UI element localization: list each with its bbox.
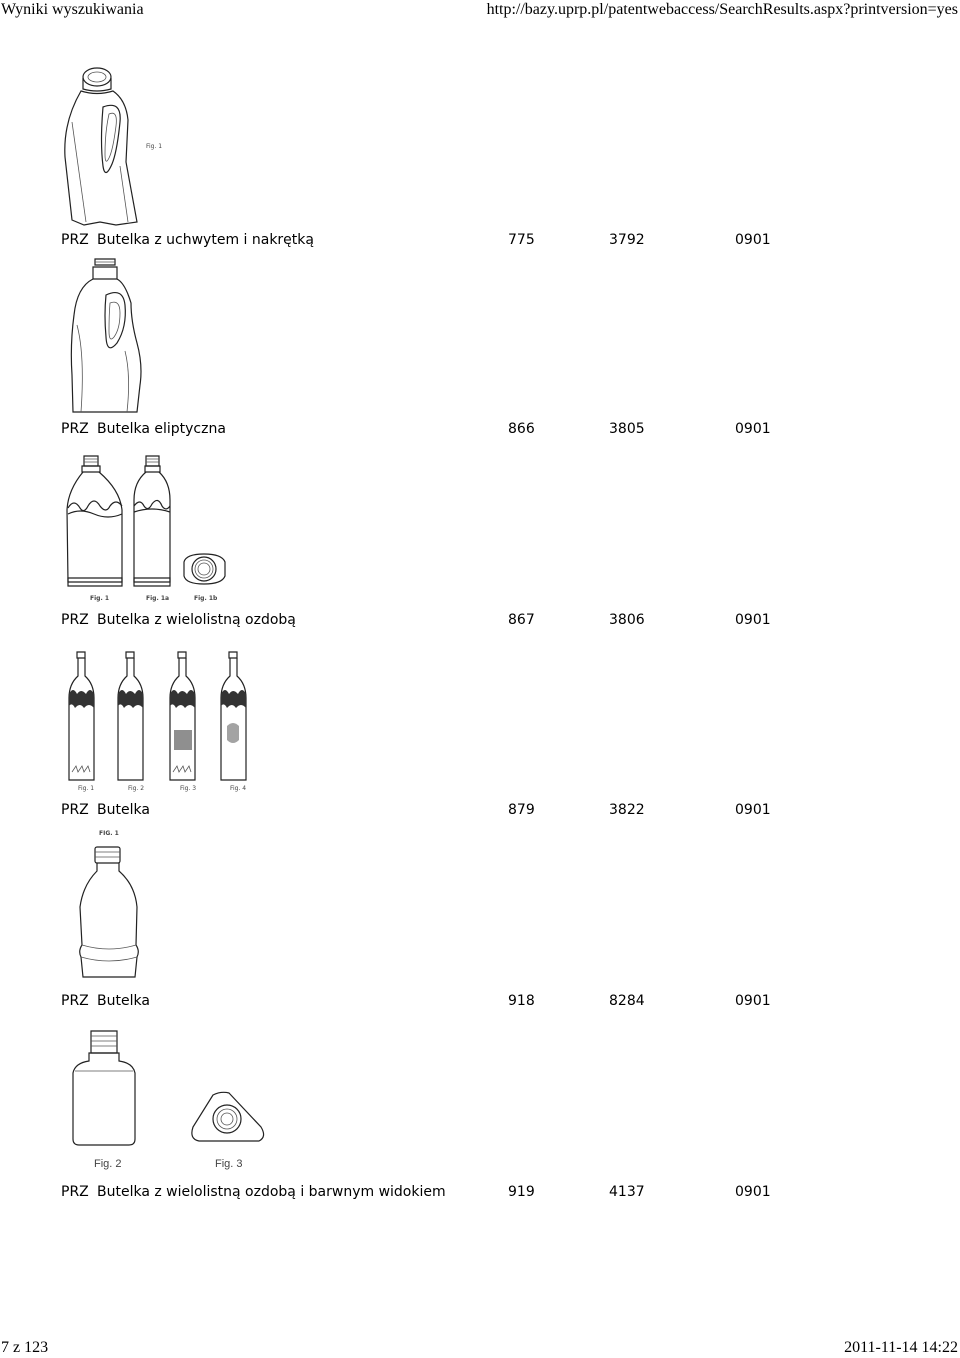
record-title: Butelka z wielolistną ozdobą i barwnym widokiem: [97, 1184, 446, 1200]
record-code: 3792: [609, 232, 645, 248]
record-title: Butelka: [97, 993, 150, 1009]
result-row[interactable]: [0, 419, 960, 439]
record-type: PRZ: [61, 1184, 89, 1200]
elliptical-bottle-drawing: [65, 255, 165, 415]
fig-label-fig3: Fig. 3: [215, 1158, 243, 1170]
result-row[interactable]: [0, 991, 960, 1011]
fig-label-fig1a: Fig. 1a: [146, 595, 170, 602]
record-type: PRZ: [61, 612, 89, 628]
record-number: 867: [508, 612, 535, 628]
fig-label-fig4: Fig. 4: [230, 785, 247, 792]
result-row[interactable]: [0, 610, 960, 630]
record-class: 0901: [735, 612, 771, 628]
record-class: 0901: [735, 1184, 771, 1200]
round-bottle-drawing: [75, 827, 155, 987]
record-type: PRZ: [61, 993, 89, 1009]
record-code: 3805: [609, 421, 645, 437]
record-class: 0901: [735, 993, 771, 1009]
record-class: 0901: [735, 802, 771, 818]
record-title: Butelka z uchwytem i nakrętką: [97, 232, 314, 248]
fig-label-fig1: Fig. 1: [146, 143, 163, 150]
fig-label-fig3: Fig. 3: [180, 785, 197, 792]
four-leaf-bottles-drawing: [62, 648, 257, 793]
record-code: 4137: [609, 1184, 645, 1200]
result-row[interactable]: [0, 800, 960, 820]
fig-label-fig1b: Fig. 1b: [194, 595, 218, 602]
record-class: 0901: [735, 421, 771, 437]
print-timestamp: 2011-11-14 14:22: [844, 1339, 958, 1356]
record-number: 775: [508, 232, 535, 248]
record-type: PRZ: [61, 802, 89, 818]
record-class: 0901: [735, 232, 771, 248]
record-number: 866: [508, 421, 535, 437]
record-number: 879: [508, 802, 535, 818]
bottle-with-handle-drawing: [60, 62, 170, 227]
record-type: PRZ: [61, 421, 89, 437]
result-row[interactable]: [0, 230, 960, 250]
leaf-ornament-bottles-drawing: [60, 450, 235, 605]
page-url: http://bazy.uprp.pl/patentwebaccess/SearchResults.aspx?printversion=yes: [486, 1, 958, 18]
page-counter: 7 z 123: [1, 1339, 49, 1356]
fig-label-fig1: Fig. 1: [78, 785, 95, 792]
fig-label-fig1: FIG. 1: [99, 830, 119, 837]
fig-label-fig1: Fig. 1: [90, 595, 109, 602]
fig-label-fig2: Fig. 2: [128, 785, 145, 792]
record-code: 3822: [609, 802, 645, 818]
page-title: Wyniki wyszukiwania: [1, 1, 144, 18]
record-type: PRZ: [61, 232, 89, 248]
result-row[interactable]: [0, 1182, 960, 1202]
record-title: Butelka: [97, 802, 150, 818]
record-number: 918: [508, 993, 535, 1009]
record-code: 3806: [609, 612, 645, 628]
record-title: Butelka eliptyczna: [97, 421, 226, 437]
record-number: 919: [508, 1184, 535, 1200]
rectangular-bottle-drawing: [65, 1027, 275, 1175]
fig-label-fig2: Fig. 2: [94, 1158, 122, 1170]
record-code: 8284: [609, 993, 645, 1009]
record-title: Butelka z wielolistną ozdobą: [97, 612, 296, 628]
